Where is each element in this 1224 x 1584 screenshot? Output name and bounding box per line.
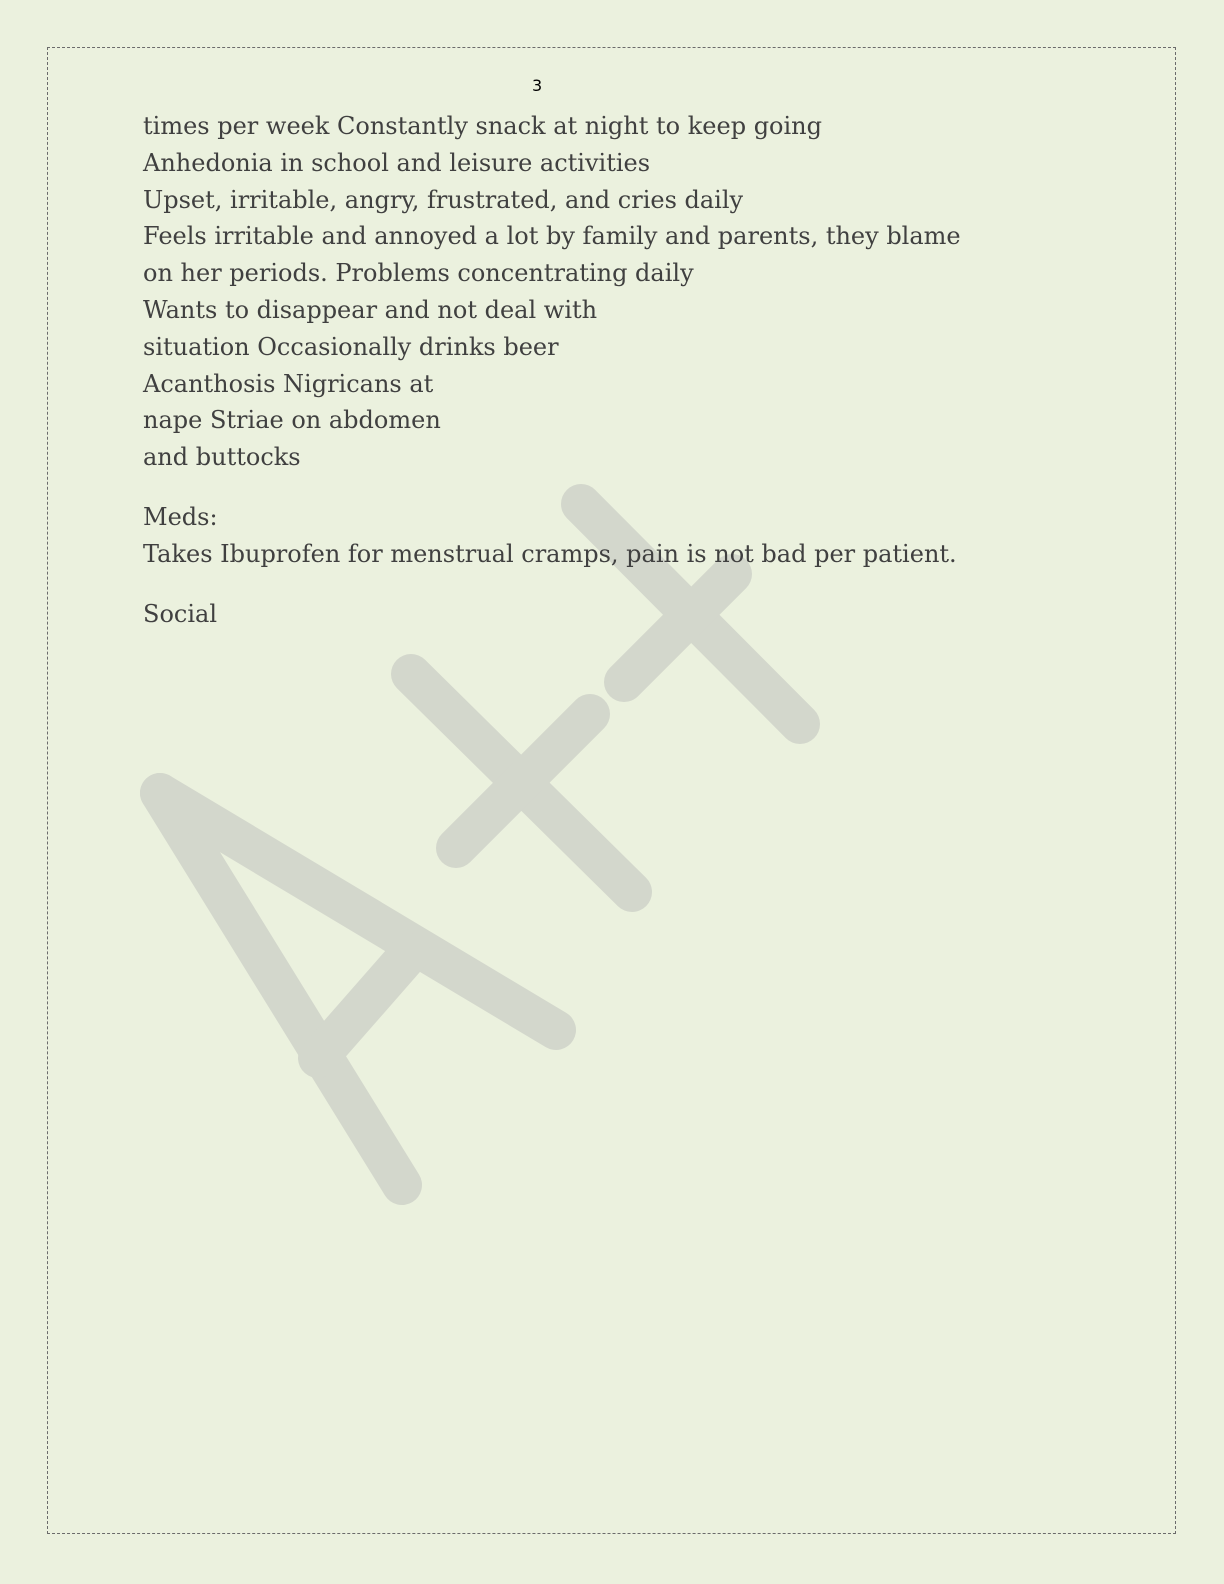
- paragraph-gap: [143, 573, 1043, 596]
- meds-text: Takes Ibuprofen for menstrual cramps, pain is not bad per patient.: [143, 539, 957, 568]
- paragraph-gap: [143, 476, 1043, 499]
- social-heading: Social: [143, 599, 217, 628]
- document-body: [143, 108, 1043, 632]
- body-line: Feels irritable and annoyed a lot by family and parents, they blame: [143, 222, 961, 251]
- body-line: Anhedonia in school and leisure activities: [143, 148, 651, 177]
- body-line: nape Striae on abdomen: [143, 406, 441, 435]
- body-line: and buttocks: [143, 443, 301, 472]
- body-line: on her periods. Problems concentrating daily: [143, 259, 694, 288]
- body-line: Wants to disappear and not deal with: [143, 295, 598, 324]
- body-line: Upset, irritable, angry, frustrated, and cries daily: [143, 185, 744, 214]
- meds-heading: Meds:: [143, 502, 218, 531]
- body-line: times per week Constantly snack at night to keep going: [143, 112, 822, 140]
- page-number: 3: [532, 76, 543, 95]
- body-line: situation Occasionally drinks beer: [143, 332, 559, 361]
- body-line: Acanthosis Nigricans at: [143, 369, 434, 398]
